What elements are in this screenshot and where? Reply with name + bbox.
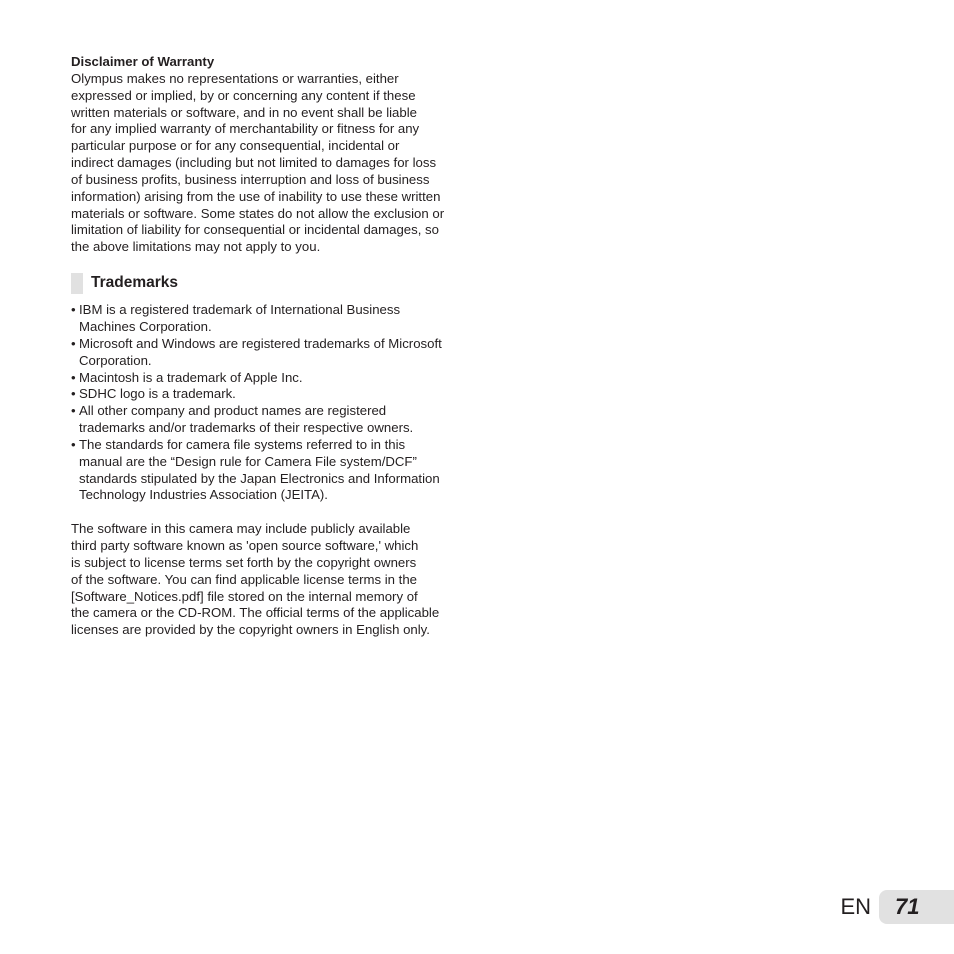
bullet-icon: • xyxy=(71,302,76,318)
list-item xyxy=(71,437,475,504)
software-notice-line: of the software. You can find applicable license terms in the xyxy=(71,571,418,587)
software-notice-line: third party software known as 'open source software,' which xyxy=(71,538,419,554)
warranty-line: information) arising from the use of inability to use these written xyxy=(71,188,441,204)
bullet-icon: • xyxy=(71,335,76,351)
bullet-icon: • xyxy=(71,386,76,402)
warranty-section xyxy=(71,54,475,256)
list-item-line: trademarks and/or trademarks of their respective owners. xyxy=(79,420,414,436)
list-item-line: Machines Corporation. xyxy=(79,318,212,334)
warranty-line: expressed or implied, by or concerning any content if these xyxy=(71,87,416,103)
warranty-body xyxy=(71,71,475,256)
list-item xyxy=(71,403,475,437)
heading-marker xyxy=(71,273,83,294)
warranty-line: of business profits, business interruption and loss of business xyxy=(71,171,430,187)
list-item-line: Macintosh is a trademark of Apple Inc. xyxy=(79,369,303,385)
list-item xyxy=(71,386,475,403)
warranty-line: materials or software. Some states do not allow the exclusion or xyxy=(71,205,445,221)
page-number: 71 xyxy=(895,894,920,919)
list-item-line: Technology Industries Association (JEITA). xyxy=(79,487,328,503)
warranty-line: particular purpose or for any consequential, incidental or xyxy=(71,138,400,154)
trademarks-section xyxy=(71,273,475,504)
language-label: EN xyxy=(840,894,871,919)
list-item-line: Corporation. xyxy=(79,352,152,368)
software-notice-line: [Software_Notices.pdf] file stored on the internal memory of xyxy=(71,588,418,604)
list-item-line: standards stipulated by the Japan Electronics and Information xyxy=(79,470,440,486)
list-item-line: manual are the “Design rule for Camera File system/DCF” xyxy=(79,453,417,469)
main-column xyxy=(71,54,475,639)
list-item-line: The standards for camera file systems referred to in this xyxy=(79,436,406,452)
trademarks-list xyxy=(71,302,475,504)
warranty-title: Disclaimer of Warranty xyxy=(71,54,215,69)
list-item xyxy=(71,302,475,336)
software-notice-line: is subject to license terms set forth by the copyright owners xyxy=(71,554,417,570)
page-number-tab xyxy=(879,890,954,924)
trademarks-heading xyxy=(71,273,475,294)
warranty-line: indirect damages (including but not limited to damages for loss xyxy=(71,155,437,171)
list-item-line: IBM is a registered trademark of International Business xyxy=(79,302,401,318)
list-item-line: SDHC logo is a trademark. xyxy=(79,386,236,402)
warranty-line: Olympus makes no representations or warranties, either xyxy=(71,70,399,86)
warranty-line: for any implied warranty of merchantability or fitness for any xyxy=(71,121,420,137)
software-notice xyxy=(71,521,475,639)
bullet-icon: • xyxy=(71,369,76,385)
software-notice-line: The software in this camera may include publicly available xyxy=(71,521,411,537)
trademarks-heading-text: Trademarks xyxy=(91,274,179,292)
warranty-line: limitation of liability for consequential or incidental damages, so xyxy=(71,222,439,238)
software-notice-line: the camera or the CD-ROM. The official terms of the applicable xyxy=(71,605,440,621)
bullet-icon: • xyxy=(71,436,76,452)
list-item xyxy=(71,336,475,370)
list-item xyxy=(71,370,475,387)
bullet-icon: • xyxy=(71,403,76,419)
page-footer xyxy=(840,890,954,924)
warranty-line: written materials or software, and in no event shall be liable xyxy=(71,104,417,120)
warranty-line: the above limitations may not apply to you. xyxy=(71,239,321,255)
list-item-line: All other company and product names are registered xyxy=(79,403,387,419)
software-notice-line: licenses are provided by the copyright owners in English only. xyxy=(71,622,430,638)
list-item-line: Microsoft and Windows are registered trademarks of Microsoft xyxy=(79,335,442,351)
